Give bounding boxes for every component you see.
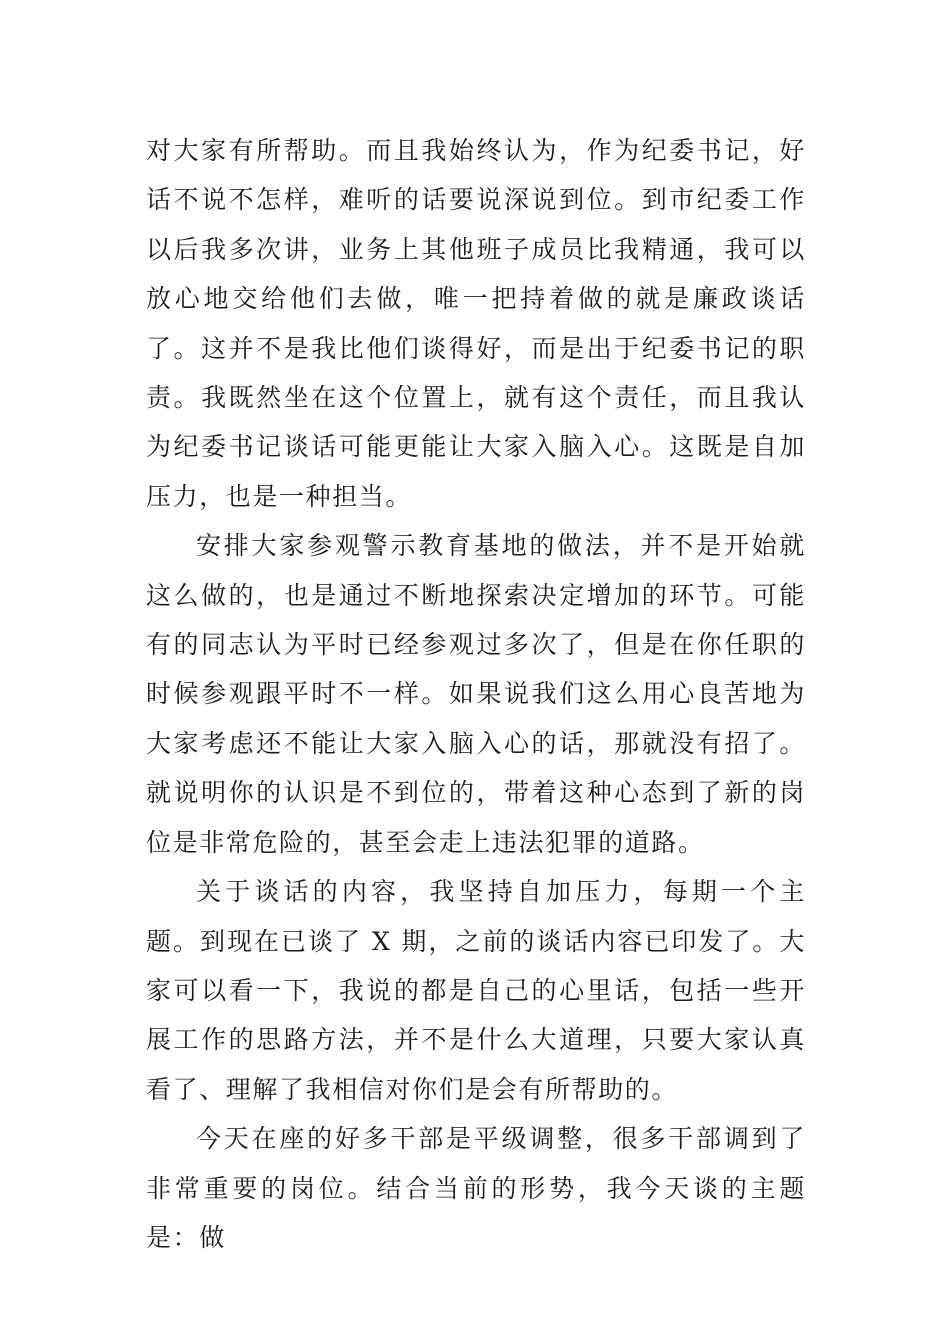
- paragraph-warning-education-base: 安排大家参观警示教育基地的做法，并不是开始就这么做的，也是通过不断地探索决定增加的环节。可能有的同志认为平时已经参观过多次了，但是在你任职的时候参观跟平时不一样。如果说我们这么用心良苦地为大家考虑还不能让大家入脑入心的话，那就没有招了。就说明你的认识是不到位的，带着这种心态到了新的岗位是非常危险的，甚至会走上违法犯罪的道路。: [146, 531, 806, 857]
- paragraph-talk-content: 关于谈话的内容，我坚持自加压力，每期一个主题。到现在已谈了 X 期，之前的谈话内容已印发了。大家可以看一下，我说的都是自己的心里话，包括一些开展工作的思路方法，并不是什么大道理，只要大家认真看了、理解了我相信对你们是会有所帮助的。: [146, 877, 806, 1104]
- document-body: [146, 126, 806, 1262]
- paragraph-continuation: 对大家有所帮助。而且我始终认为，作为纪委书记，好话不说不怎样，难听的话要说深说到位。到市纪委工作以后我多次讲，业务上其他班子成员比我精通，我可以放心地交给他们去做，唯一把持着做的就是廉政谈话了。这并不是我比他们谈得好，而是出于纪委书记的职责。我既然坐在这个位置上，就有这个责任，而且我认为纪委书记谈话可能更能让大家入脑入心。这既是自加压力，也是一种担当。: [146, 136, 806, 511]
- paragraph-today-theme: 今天在座的好多干部是平级调整，很多干部调到了非常重要的岗位。结合当前的形势，我今天谈的主题是：做: [146, 1124, 806, 1252]
